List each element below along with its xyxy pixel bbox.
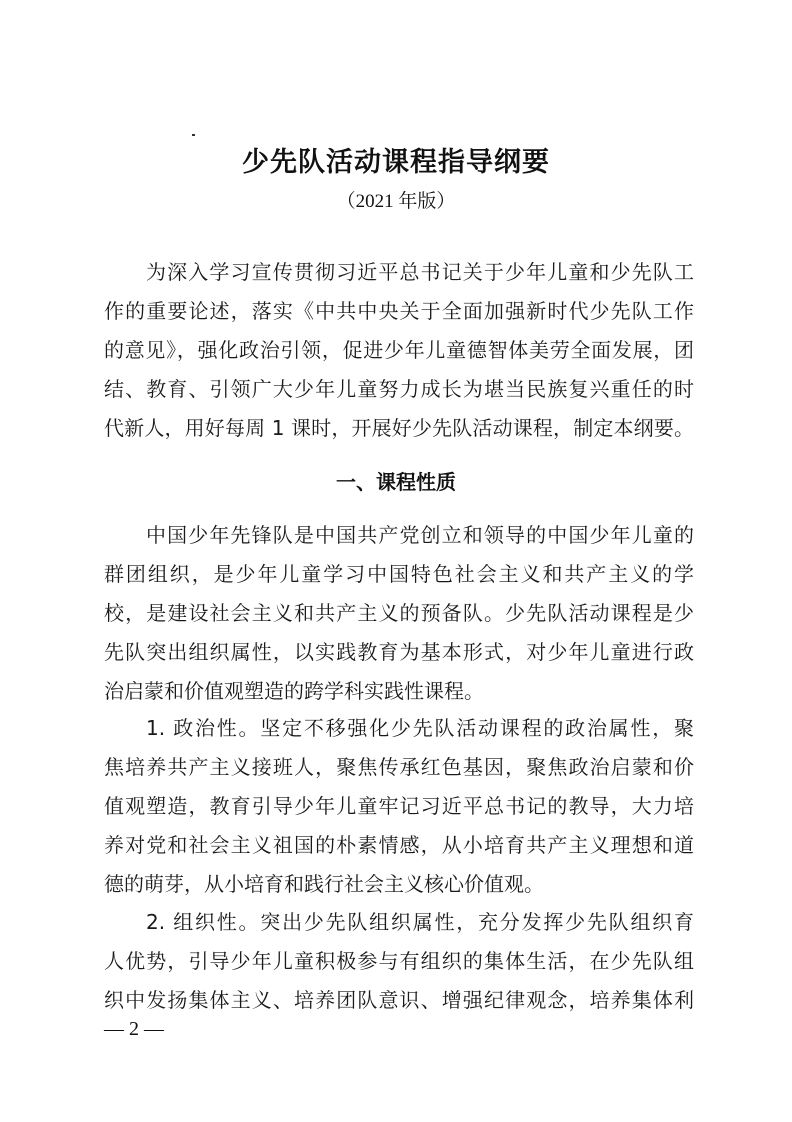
intro-line: 作的重要论述，落实《中共中央关于全面加强新时代少先队工作: [104, 299, 694, 323]
scan-speck: [192, 134, 195, 136]
intro-line: 的意见》，强化政治引领，促进少年儿童德智体美劳全面发展，团: [104, 338, 694, 362]
political-line: 1. 政治性。坚定不移强化少先队活动课程的政治属性，聚: [146, 716, 694, 740]
nature-line: 先队突出组织属性，以实践教育为基本形式，对少年儿童进行政: [104, 640, 694, 664]
political-line: 德的萌芽，从小培育和践行社会主义核心价值观。: [104, 872, 544, 896]
organizational-line: 织中发扬集体主义、培养团队意识、增强纪律观念，培养集体利: [104, 988, 694, 1012]
organizational-line: 人优势，引导少年儿童积极参与有组织的集体生活，在少先队组: [104, 949, 694, 973]
intro-line: 结、教育、引领广大少年儿童努力成长为堪当民族复兴重任的时: [104, 377, 694, 401]
section-heading: 一、课程性质: [336, 470, 456, 494]
nature-line: 校，是建设社会主义和共产主义的预备队。少先队活动课程是少: [104, 601, 694, 625]
nature-line: 中国少年先锋队是中国共产党创立和领导的中国少年儿童的: [146, 523, 694, 547]
document-title: 少先队活动课程指导纲要: [242, 147, 550, 178]
nature-line: 群团组织，是少年儿童学习中国特色社会主义和共产主义的学: [104, 562, 694, 586]
political-line: 值观塑造，教育引导少年儿童牢记习近平总书记的教导，大力培: [104, 794, 694, 818]
nature-line: 治启蒙和价值观塑造的跨学科实践性课程。: [104, 679, 484, 703]
political-line: 焦培养共产主义接班人，聚焦传承红色基因，聚焦政治启蒙和价: [104, 755, 694, 779]
intro-line: 为深入学习宣传贯彻习近平总书记关于少年儿童和少先队工: [146, 260, 694, 284]
organizational-line: 2. 组织性。突出少先队组织属性，充分发挥少先队组织育: [146, 910, 694, 934]
document-subtitle: （2021 年版）: [336, 191, 456, 212]
page-number: — 2 —: [104, 1018, 164, 1040]
intro-line: 代新人，用好每周 1 课时，开展好少先队活动课程，制定本纲要。: [104, 416, 694, 440]
political-line: 养对党和社会主义祖国的朴素情感，从小培育共产主义理想和道: [104, 833, 694, 857]
